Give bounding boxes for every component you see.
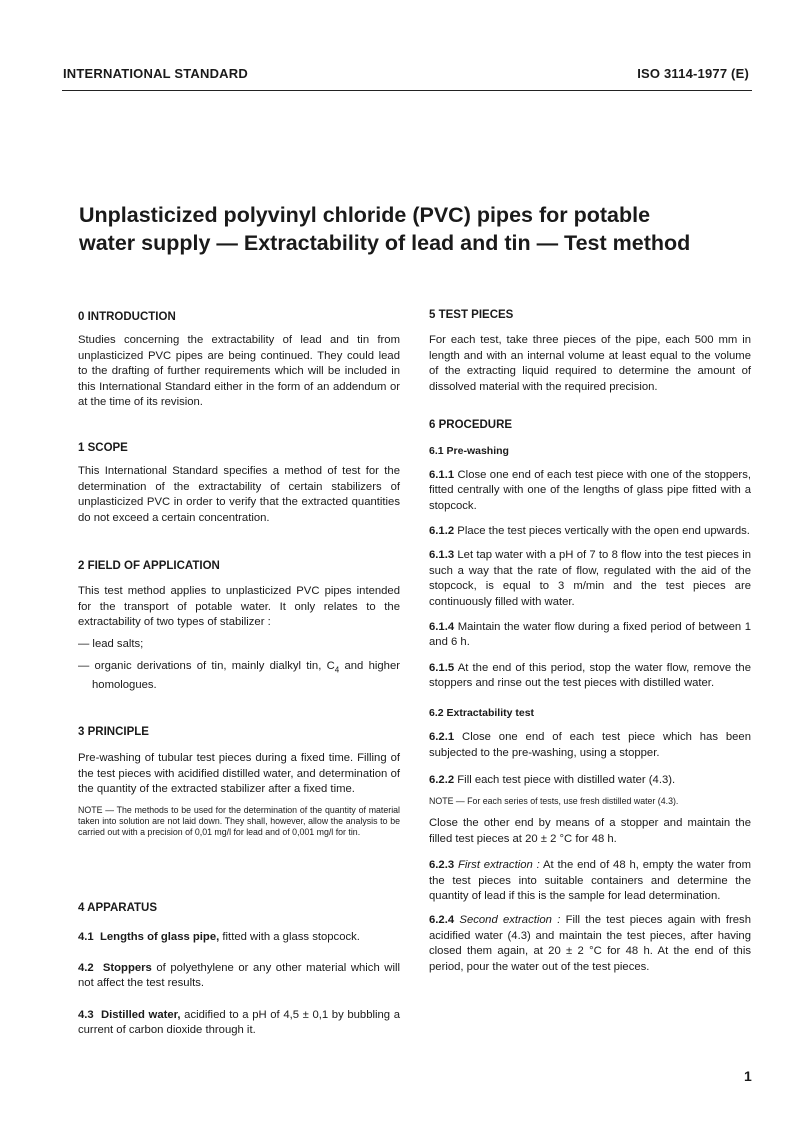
section-heading: 1 SCOPE [78, 442, 128, 454]
section-note: NOTE — The methods to be used for the determination of the quantity of material taken into solution are not laid down. They shall, however, allow the analysis to be carried out with a precision of 0,01 mg/l for lead and of 0,001 mg/l for tin. [78, 804, 400, 837]
section-apparatus [78, 901, 400, 1038]
page-number: 1 [744, 1068, 752, 1084]
procedure-step: 6.2.4 Second extraction : Fill the test pieces again with fresh acidified water (4.3) and maintain the test pieces, after having closed them again, at 20 ± 2 °C for 48 h. At the end of this period, pour the water out of the test pieces. [429, 914, 751, 973]
procedure-step: 6.1.2 Place the test pieces vertically with the open end upwards. [429, 525, 750, 538]
section-heading: 5 TEST PIECES [429, 309, 514, 321]
section-body: This test method applies to unplasticized PVC pipes intended for the transport of potable water. It only relates to the extractability of two types of stabilizer : [78, 585, 400, 629]
section-heading: 2 FIELD OF APPLICATION [78, 560, 220, 572]
section-heading: 4 APPARATUS [78, 902, 158, 914]
apparatus-item: 4.2 Stoppers of polyethylene or any other material which will not affect the test results. [78, 961, 400, 990]
title-line-1: Unplasticized polyvinyl chloride (PVC) pipes for potable [79, 203, 651, 227]
document-title [79, 201, 769, 257]
section-heading: 6 PROCEDURE [429, 419, 513, 431]
section-test-pieces [429, 308, 751, 395]
subsection-heading: 6.2 Extractability test [429, 706, 535, 719]
section-body: For each test, take three pieces of the pipe, each 500 mm in length and with an internal volume at least equal to the volume of the extracting liquid required to determine the amount of dissolved material with the required precision. [429, 334, 751, 393]
section-scope [78, 441, 400, 526]
section-body: Pre-washing of tubular test pieces during a fixed time. Filling of the test pieces with acidified distilled water, and determination of the quantity of the extracted stabilizer after a fixed time. [78, 752, 400, 796]
section-body: This International Standard specifies a method of test for the determination of the extractability of certain stabilizers of unplasticized PVC in order to verify that the extracted quantities do not exceed a certain concentration. [78, 465, 400, 524]
procedure-step: 6.1.1 Close one end of each test piece with one of the stoppers, fitted centrally with one of the lengths of glass pipe fitted with a stopcock. [429, 468, 751, 512]
header-standard-label: INTERNATIONAL STANDARD [63, 66, 248, 81]
procedure-step: 6.1.5 At the end of this period, stop the water flow, remove the stoppers and rinse out the test pieces with distilled water. [429, 661, 751, 690]
header-document-number: ISO 3114-1977 (E) [637, 66, 749, 81]
list-item: — organic derivations of tin, mainly dialkyl tin, $C_4$ and higher homologues. [78, 660, 400, 691]
title-line-2: water supply — Extractability of lead and tin — Test method [79, 231, 691, 255]
section-heading: 0 INTRODUCTION [78, 311, 176, 323]
section-introduction [78, 310, 400, 410]
procedure-step: 6.2.1 Close one end of each test piece which has been subjected to the pre-washing, using a stopper. [429, 731, 751, 759]
procedure-step: 6.1.4 Maintain the water flow during a fixed period of between 1 and 6 h. [429, 621, 751, 649]
procedure-step: Close the other end by means of a stopper and maintain the filled test pieces at 20 ± 2 °C for 48 h. [429, 817, 751, 845]
apparatus-item: 4.1 Lengths of glass pipe, fitted with a glass stopcock. [78, 931, 360, 944]
section-principle [78, 725, 400, 838]
procedure-step: 6.2.3 First extraction : At the end of 48 h, empty the water from the test pieces into suitable containers and determine the quantity of lead if this is the sample for lead determination. [429, 859, 751, 902]
header-rule [62, 90, 752, 91]
section-field-of-application [78, 559, 400, 693]
subsection-heading: 6.1 Pre-washing [429, 445, 509, 458]
section-body: Studies concerning the extractability of lead and tin from unplasticized PVC pipes are being continued. They could lead to the drafting of further requirements which will be included in this International Standard either in the form of an addendum or at the time of its revision. [78, 334, 400, 409]
section-procedure [429, 418, 751, 975]
section-heading: 3 PRINCIPLE [78, 726, 149, 738]
list-item: — lead salts; [78, 637, 144, 650]
procedure-step: 6.2.2 Fill each test piece with distilled water (4.3). [429, 773, 676, 786]
apparatus-item: 4.3 Distilled water, acidified to a pH of 4,5 ± 0,1 by bubbling a current of carbon dioxide through it. [78, 1008, 400, 1037]
procedure-step: 6.1.3 Let tap water with a pH of 7 to 8 flow into the test pieces in such a way that the rate of flow, regulated with the aid of the stopcock, is equal to 3 m/min and the test pieces are continuously filled with water. [429, 549, 751, 608]
procedure-note: NOTE — For each series of tests, use fresh distilled water (4.3). [429, 796, 679, 807]
